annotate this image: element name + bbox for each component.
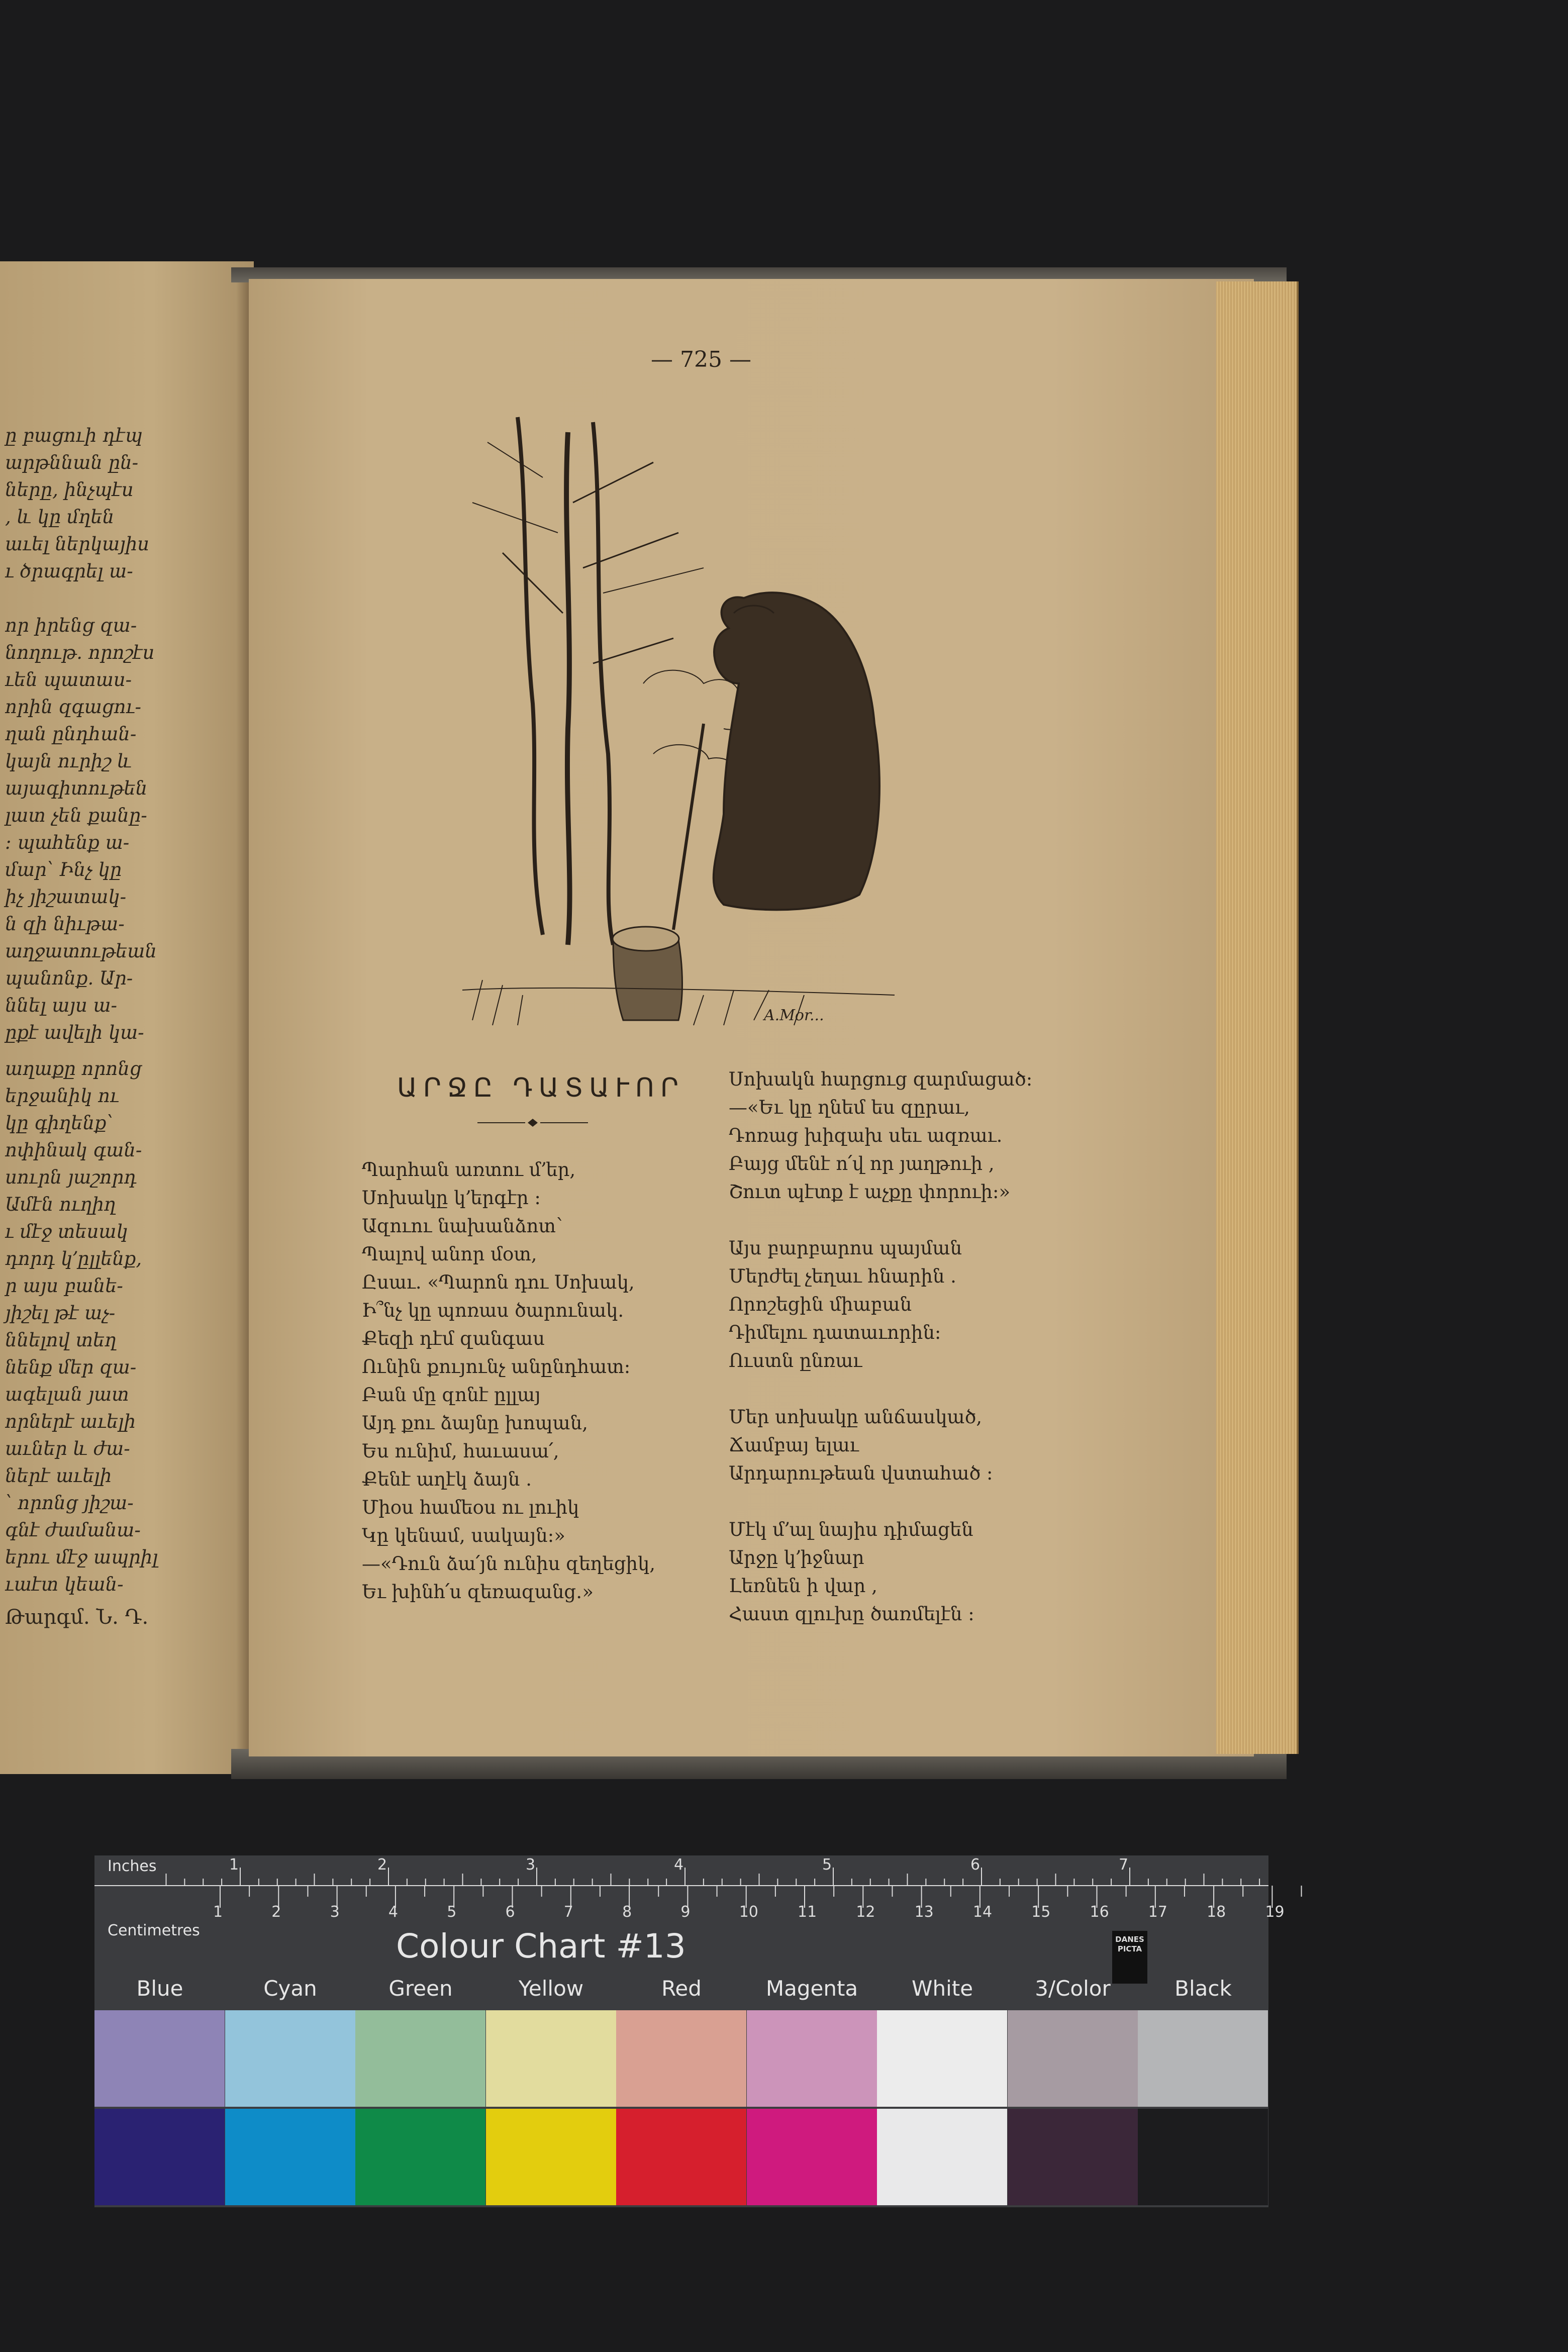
swatch-light <box>486 2010 616 2107</box>
swatch-labels <box>94 1976 1268 2006</box>
swatch-dark <box>486 2109 616 2205</box>
cm-number: 2 <box>271 1903 281 1921</box>
poem-column-left <box>362 1156 655 1634</box>
cm-number: 13 <box>914 1903 934 1921</box>
left-page-text-upper: ը բացուի դէպ արթննան ըն- ները, ինչպէս , և կը մղեն աւել ներկայիս ւ ծրագրել ա- որ իրենց զա- նողութ. որոշէս ւեն պատաս- որին զգացու- ղան ընդհան- կայն ուրիշ և այագիտութեն լատ չեն քանը- : պահենք ա- մար՝ Ինչ կը իչ յիշատակ- ն զի նիւթա- աղջատութեան պանոնք. Ար- ննել այս ա- ըքէ ավելի կա- <box>5 425 157 1043</box>
swatch-light <box>877 2010 1007 2107</box>
cm-number: 7 <box>563 1903 573 1921</box>
bear-illustration <box>442 402 945 1045</box>
cm-number: 15 <box>1031 1903 1051 1921</box>
swatch-label: Cyan <box>263 1976 317 2001</box>
poem-column-right <box>729 1065 1032 1656</box>
inch-number: 1 <box>229 1856 239 1874</box>
cm-number: 3 <box>330 1903 340 1921</box>
swatch-dark <box>225 2109 355 2205</box>
swatch-dark <box>94 2109 225 2205</box>
poem-line: Միօս համեօս ու լուիկ <box>362 1497 579 1518</box>
cm-number: 4 <box>388 1903 398 1921</box>
poem-line: Բան մը զոնէ ըլլայ <box>362 1384 541 1406</box>
poem-line: Արջը կ՚իջնար <box>729 1547 864 1569</box>
right-stanza <box>729 1516 1032 1628</box>
poem-line: Դոռաց խիզախ սեւ ազռաւ. <box>729 1125 1003 1146</box>
cm-number: 14 <box>972 1903 993 1921</box>
poem-line: Այդ քու ձայնը խոպան, <box>362 1412 588 1434</box>
poem-line: Հաստ զլուխը ծառմելէն : <box>729 1603 974 1625</box>
swatch-label: Yellow <box>518 1976 584 2001</box>
swatch-label: White <box>911 1976 973 2001</box>
poem-line: Մեր սոխակը անճասկած, <box>729 1406 983 1428</box>
poem-line: Պարհան առտու մ՚եր, <box>362 1159 576 1181</box>
cm-number: 12 <box>856 1903 875 1921</box>
inch-number: 2 <box>377 1856 387 1874</box>
swatch-label: Black <box>1174 1976 1232 2001</box>
left-page-signature: Թարգմ. Ն. Դ. <box>5 1606 149 1629</box>
left-page-text-lower: աղաքը որոնց երջանիկ ու կը գիղենք՝ ոփինակ գան- սուրն յաշորդ Ամէն ուղիղ ւ մէջ տեսակ դորդ կ՚ըլլենք, ր այս բանե- յիշել թէ աչ- ննելով տեղ նենք մեր զա- ագելան յատ որներէ աւելի աւներ և ժա- ներէ աւելի ՝ որոնց յիշա- գնէ ժամանա- երու մէջ ապրիլ ւաէտ կեան- <box>5 1058 158 1595</box>
cm-number: 11 <box>798 1903 817 1921</box>
swatch-light <box>747 2010 877 2107</box>
inch-number: 3 <box>526 1856 536 1874</box>
swatch-label: Red <box>661 1976 702 2001</box>
poem-line: —«Դուն ձա՛յն ունիս զեղեցիկ, <box>362 1553 655 1575</box>
left-page <box>0 261 254 1774</box>
swatch-label: Green <box>388 1976 453 2001</box>
poem-line: Ըսաւ. «Պարոն դու Սոխակ, <box>362 1271 635 1293</box>
cm-number: 17 <box>1148 1903 1167 1921</box>
danes-picta-logo: DANES PICTA <box>1112 1931 1147 1984</box>
poem-line: Քեզի դէմ զանգաս <box>362 1328 545 1349</box>
poem-line: Սոխակն հարցուց զարմացած։ <box>729 1068 1033 1090</box>
inches-label: Inches <box>108 1857 157 1875</box>
poem-line: Սոխակը կ՚երգէր : <box>362 1187 541 1209</box>
poem-line: Մէկ մ՚ալ նայիս դիմացեն <box>729 1519 973 1540</box>
poem-line: Դիմելու դատաւորին։ <box>729 1322 941 1343</box>
poem-line: Այս բարբարոս պայման <box>729 1237 962 1259</box>
centimetres-label: Centimetres <box>108 1922 200 1939</box>
swatch-light <box>355 2010 485 2107</box>
swatch-label: Blue <box>136 1976 183 2001</box>
swatch-light <box>94 2010 225 2107</box>
title-ornament <box>477 1117 588 1129</box>
swatch-dark <box>616 2109 746 2205</box>
chart-title: Colour Chart #13 <box>396 1927 686 1966</box>
swatch-light <box>616 2010 746 2107</box>
swatch-label: 3/Color <box>1035 1976 1111 2001</box>
poem-line: —«Եւ կը ղնեմ ես զըրաւ, <box>729 1097 970 1118</box>
poem-line: Լեռնեն ի վար , <box>729 1575 877 1597</box>
swatch-dark <box>877 2109 1007 2205</box>
poem-line: Ունին քույունչ անընդհատ։ <box>362 1356 631 1378</box>
page-edges <box>1216 281 1299 1754</box>
poem-line: Բայց մենէ ո՛վ որ յաղթուի , <box>729 1153 995 1174</box>
cm-number: 16 <box>1090 1903 1109 1921</box>
inch-number: 4 <box>674 1856 684 1874</box>
ruler <box>94 1855 1285 1921</box>
poem-line: Ճամբայ ելաւ <box>729 1434 859 1456</box>
right-stanza <box>729 1403 1032 1488</box>
cm-number: 6 <box>505 1903 515 1921</box>
colour-chart <box>94 1855 1285 2207</box>
cm-number: 18 <box>1207 1903 1226 1921</box>
poem-line: Ի՞նչ կը պոռաս ծարունակ. <box>362 1300 624 1321</box>
poem-line: Որոշեցին միաբան <box>729 1294 912 1315</box>
inch-number: 5 <box>822 1856 832 1874</box>
poem-line: Արդարութեան վստահած : <box>729 1462 993 1484</box>
swatch-dark <box>1138 2109 1268 2205</box>
swatch-grid <box>94 2010 1268 2207</box>
cm-number: 10 <box>739 1903 758 1921</box>
right-stanza <box>729 1234 1032 1375</box>
poem-title: ԱՐՋԸ ԴԱՏԱՒՈՐ <box>397 1073 685 1103</box>
swatch-label: Magenta <box>765 1976 858 2001</box>
poem-line: Մերժել չեղաւ հնարին . <box>729 1265 956 1287</box>
right-stanza <box>729 1065 1032 1206</box>
cm-number: 19 <box>1265 1903 1285 1921</box>
swatch-light <box>1138 2010 1268 2107</box>
artist-signature: A.Mor... <box>764 1007 824 1024</box>
poem-line: Շուտ պէտք է աչքը փորուի։» <box>729 1181 1011 1203</box>
poem-line: Պալով անոր մօտ, <box>362 1243 537 1265</box>
swatch-light <box>1008 2010 1138 2107</box>
cm-number: 9 <box>680 1903 691 1921</box>
cm-number: 5 <box>447 1903 457 1921</box>
cm-number: 8 <box>622 1903 632 1921</box>
poem-line: Ազուու նախանձոտ՝ <box>362 1215 563 1237</box>
poem-line: Քենէ աղէկ ձայն . <box>362 1468 532 1490</box>
swatch-light <box>225 2010 355 2107</box>
poem-line: Եւ խինհ՛ս զեռազանց․» <box>362 1581 594 1603</box>
swatch-dark <box>1008 2109 1138 2205</box>
left-stanza <box>362 1156 655 1606</box>
inch-number: 6 <box>970 1856 981 1874</box>
poem-line: Ես ունիմ, հաւասա՛, <box>362 1440 559 1462</box>
page-number: — 725 — <box>651 347 751 372</box>
poem-line: Կը կենամ, սակայն։» <box>362 1525 565 1546</box>
cm-number: 1 <box>213 1903 223 1921</box>
poem-line: Ուստն ընռաւ <box>729 1350 862 1371</box>
swatch-dark <box>747 2109 877 2205</box>
inch-number: 7 <box>1119 1856 1129 1874</box>
swatch-dark <box>355 2109 485 2205</box>
